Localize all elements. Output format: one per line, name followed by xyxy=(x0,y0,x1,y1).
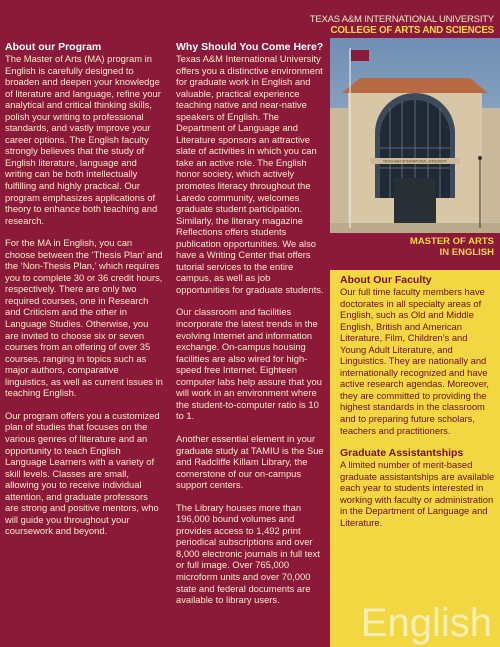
why-come-p3: Another essential element in your graduate study at TAMIU is the Sue and Radcliffe Killam Library, the cornerstone of our on-campus support centers. xyxy=(176,432,324,491)
left-column xyxy=(0,0,170,647)
faculty-section xyxy=(340,274,496,539)
about-program-p2: For the MA in English, you can choose between the ‘Thesis Plan’ and the ‘Non-Thesis Plan,’ which requires you to complete 30 or 36 credit hours, respectively. There are only two required courses, one in Research and Criticism and the other in Language Studies. Otherwise, you are invited to choose six or seven courses from an offering of over 35 courses, ranging in topics such as major authors, comparative linguistics, as well as current issues in teaching English. xyxy=(5,237,163,399)
program-title-line1: MASTER OF ARTS xyxy=(409,236,494,247)
header-banner xyxy=(309,0,500,270)
why-come-p4: The Library houses more than 196,000 bound volumes and provides access to 1,492 print periodical subscriptions and over 8,000 electronic journals in full text or full image. Over 765,000 microform units and over 70,000 state and federal documents are available to library users. xyxy=(176,501,320,606)
building-sign-text: TEXAS A&M INTERNATIONAL UNIVERSITY xyxy=(382,159,448,164)
campus-building-photo xyxy=(330,38,500,233)
program-title xyxy=(410,236,494,258)
english-watermark: English xyxy=(360,601,492,645)
assistantships-paragraph: A limited number of merit-based graduate assistantships are available each year to students interested in working with faculty or administration in the Department of Language and Literature. xyxy=(340,459,495,528)
faculty-paragraph: Our full time faculty members have doctorates in all specialty areas of English, such as Old and Middle English, British and American Literature, Film, Children’s and Young Adult Literature, and Linguistics. They are nationally and internationally recognized and have active research agendas. Moreover, they are committed to providing the highest standards in the classroom and to preparing future scholars, teachers and practitioners. xyxy=(340,286,490,436)
university-name: TEXAS A&M INTERNATIONAL UNIVERSITY xyxy=(309,14,494,25)
faculty-heading: About Our Faculty xyxy=(340,274,432,286)
college-name: COLLEGE OF ARTS AND SCIENCES xyxy=(330,25,494,36)
program-title-line2: IN ENGLISH xyxy=(439,247,494,258)
why-come-p2: Our classroom and facilities incorporate the latest trends in the evolving Internet and information exchange. On-campus housing facilities are also wired for high-speed free Internet. Eighteen computer labs help assure that you will work in an environment where the student-to-computer ratio is 10 to 1. xyxy=(176,306,322,422)
middle-column xyxy=(170,0,330,647)
about-program-p1: The Master of Arts (MA) program in English is carefully designed to broaden and deepen your knowledge of literature and language, refine your analytical and critical thinking skills, polish your writing to professional standards, and vastly improve your career options. The English faculty strongly believes that the study of English literature, language and writing can be both intellectually fulfilling and highly practical. Our program emphasizes applications of theory to enhance both teaching and research. xyxy=(5,53,161,226)
why-come-heading: Why Should You Come Here? xyxy=(176,41,324,53)
about-program-heading: About our Program xyxy=(5,41,102,53)
assistantships-heading: Graduate Assistantships xyxy=(340,447,464,460)
about-program-p3: Our program offers you a customized plan of studies that focuses on the various genres of literature and an opportunity to teach English Language Learners with a variety of skill levels. Classes are small, allowing you to receive individual attention, and graduate professors are strong and positive mentors, who will guide you throughout your coursework and beyond. xyxy=(5,409,160,537)
why-come-section xyxy=(176,41,326,617)
why-come-p1: Texas A&M International University offers you a distinctive environment for graduate work in English and valuable, practical experience teaching native and near-native speakers of English. The Department of Language and Literature sponsors an attractive slate of activities in which you can take an active role. The English honor society, which actively promotes literacy throughout the Laredo community, welcomes graduate student participation. Similarly, the literary magazine Reflections offers students publication opportunities. We also have a Writing Center that offers tutorial services to the entire campus, as well as job opportunities for graduate students. xyxy=(176,53,324,295)
about-program-section xyxy=(5,41,163,548)
